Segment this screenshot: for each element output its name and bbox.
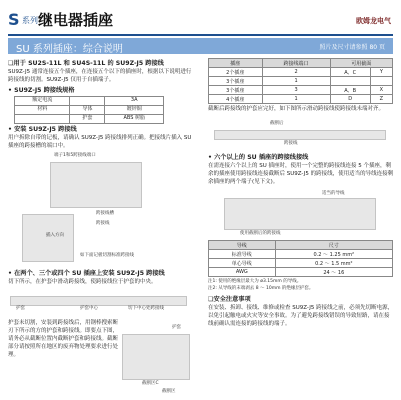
table-row: 3个插座 1 — [209, 77, 393, 86]
spec-table — [14, 96, 164, 124]
socket-closeup-illustration — [22, 214, 74, 262]
six-sockets-paragraph: 在需连接六个以上的 SU 插座时，使用一个完整的跨接线连接 5 个插座，剩余的插座使用跨接线连接截断后 SU9Z-J5 的跨接线，使用适当的导线连接剩余插座的两个端子(见下文)。 — [208, 162, 394, 185]
aligned-figure — [210, 120, 390, 150]
fig-label-cut-c: 截断区C — [142, 381, 159, 386]
install-paragraph: 用户拆除自带的记板，请确认 SU9Z-J5 跨接线排列正确。把接线片插入 SU 插座的跨接槽的端口中。 — [8, 134, 192, 149]
align-paragraph: 截断后跨接线的护套应完好，如下图所示滑动跨接线使跨接线未端对齐。 — [208, 106, 385, 112]
cut-paragraph-block — [8, 320, 118, 360]
section-2-4-heading: • 在两个、三个或四个 SU 插座上安装 SU9Z-J5 跨接线 — [8, 270, 165, 277]
series-letter: S — [8, 10, 20, 29]
six-sockets-block — [208, 152, 394, 187]
table-row: 额定电流 3A — [15, 96, 164, 105]
left-column-2 — [8, 268, 193, 287]
fig-label-sheath-center: 护套中心 — [80, 306, 98, 311]
table-row: 护套 ABS 树脂 — [15, 114, 164, 123]
table-row: AWG 24 〜 16 — [209, 268, 393, 277]
fig-label-sheath: 护套 — [16, 306, 25, 311]
cut-position-table: 插座 跨接线端口 可用截面 2个插座 2 A、C Y 3个插座 1 3个插座 3 A、B X 4个插座 1 D Z — [208, 58, 393, 104]
table-row: 2个插座 2 A、C Y — [209, 68, 393, 77]
fig-label-proper-wire: 适当的导线 — [322, 191, 345, 196]
right-column — [208, 58, 394, 114]
safety-block — [208, 294, 394, 329]
cut-figure — [118, 320, 194, 396]
sheath-figure — [10, 290, 190, 312]
fig-label-cut: 如下面记板切割标准跨接线 — [80, 253, 134, 258]
safety-heading: ❏安全注意事项 — [208, 296, 251, 303]
fig-label-jumper: 跨接线 — [96, 221, 110, 226]
wire-note: 注1: 使用的绝缘层最大为 ø3.15mm 的导线。 注2: 从导线的末端剥去 8 〜 10mm 的绝缘层护套。 — [208, 279, 314, 291]
table-row: 材料 导体 镀锌铜 — [15, 105, 164, 114]
fig-label-center-cut: 切下中心处跨接线 — [128, 306, 164, 311]
section-2-4-paragraph: 切下所示，在护套中滑动跨接线，使跨接线位于护套的中央。 — [8, 278, 157, 285]
fig-label-after-cut: 截断后 — [270, 121, 284, 126]
cut-paragraph: 护套未切割，安装到跨接线后，用钢棒搜索断刃下所示的方的护套和跨接线。即要点下图，请务必从截断位置内截断护套和跨接线。截断部分请按照所在地区的废弃物处理要求进行处理。 — [8, 320, 119, 358]
fig-label-jumper-right: 跨接线 — [284, 141, 298, 146]
left-column — [8, 58, 193, 151]
socket-illustration — [50, 162, 142, 208]
fig-label-use-cut-jumper: 使用截断后的跨接线 — [240, 231, 281, 236]
table-row: 标准导线 0.2 〜 1.25 mm² — [209, 250, 393, 259]
install-heading: • 安装 SU9Z-J5 跨接线 — [8, 125, 77, 133]
spec-heading: • SU9Z-J5 跨接线规格 — [8, 86, 75, 94]
banner-ref: 照片及尺寸请参照 80 页 — [319, 44, 385, 51]
cut-illustration — [122, 334, 190, 380]
safety-paragraph: 在安装、拆卸、接线、维修或检查 SU9Z-J5 跨接线之前，必须先切断电源，以免引起触电或火灾等安全事故。为了避免跨接线错误的导致短路，请在接线前确认需连接的跨接线的端子。 — [208, 304, 394, 327]
series-suffix: 系列 — [22, 16, 38, 25]
fig-label-cut-sheath: 护套 — [172, 325, 181, 330]
table-row: 3个插座 3 A、B X — [209, 86, 393, 95]
table-row: 4个插座 1 D Z — [209, 95, 393, 104]
wire-spec-table: 导线 尺寸 标准导线 0.2 〜 1.25 mm² 单心导线 0.2 〜 1.5 mm² AWG 24 〜 16 — [208, 240, 393, 277]
banner-title: SU 系列插座：综合说明 — [16, 44, 123, 55]
fig-label-cut-zone: 截断区 — [162, 389, 176, 394]
install-figure — [10, 152, 190, 264]
section-jumper-heading: ❏用于 SU2S-11L 和 SU4S-11L 的 SU9Z-J5 跨接线 — [8, 60, 164, 67]
table-row: 单心导线 0.2 〜 1.5 mm² — [209, 259, 393, 268]
page-header — [8, 6, 393, 36]
fig-label-ports: 端子1和5跨接线端口 — [54, 153, 96, 158]
sockets-illustration — [224, 198, 376, 230]
wire-spec-block — [208, 240, 394, 292]
fig-label-slot: 跨接线槽 — [96, 211, 114, 216]
intro-paragraph: SU9Z-J5 通常连接五个插座，在连接五个以下的插座时，根据以下说明进行跨接线的切割。SU9Z-J5 仅用于自插端子。 — [8, 68, 192, 83]
fig-label-direction: 插入方向 — [46, 233, 64, 238]
brand-logo: 欧姆龙电气 — [356, 17, 391, 25]
section-banner — [8, 38, 393, 54]
page-title: 继电器插座 — [38, 11, 114, 29]
aligned-jumper-illustration — [214, 130, 386, 140]
six-sockets-figure — [210, 190, 390, 238]
six-sockets-heading: • 六个以上的 SU 插座的跨接线接线 — [208, 154, 309, 161]
